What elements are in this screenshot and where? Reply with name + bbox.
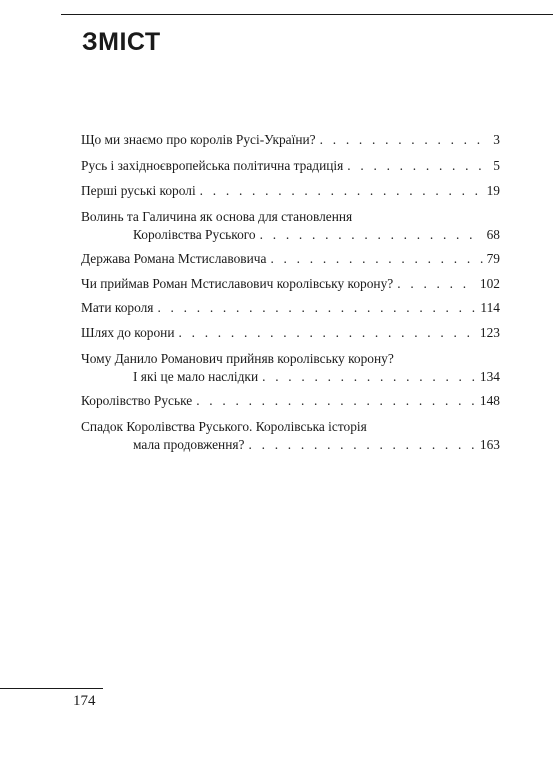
toc-entry[interactable] [81,250,500,268]
toc-entry-page: 102 [479,276,500,291]
leader-dots [200,182,483,200]
toc-entry-page: 134 [479,369,500,384]
leader-dots [320,131,490,149]
leader-dots [179,324,476,342]
leader-dots [157,299,476,317]
toc-entry-title: Мати короля [81,300,154,315]
toc-entry-title: Русь і західноєвропейська політична традиція [81,158,344,173]
toc-entry[interactable] [133,368,500,386]
toc-entry[interactable] [81,324,500,342]
footer-rule [0,688,103,689]
toc-entry[interactable] [81,299,500,317]
page-title: ЗМІСТ [82,28,161,56]
toc-entry-title-continued: мала продовження? [133,437,245,452]
top-rule [61,14,553,15]
toc-entry-title[interactable]: Волинь та Галичина як основа для становлення [81,209,353,224]
toc-entry[interactable] [81,182,500,200]
page-number: 174 [73,693,96,709]
toc-entry-title: Чи приймав Роман Мстиславович королівську корону? [81,276,394,291]
toc-entry-page: 19 [486,183,500,198]
toc-entry-page: 123 [479,325,500,340]
leader-dots [270,250,482,268]
leader-dots [347,157,489,175]
toc-entry-page: 5 [493,158,500,173]
toc-entry-page: 68 [486,227,500,242]
toc-entry[interactable] [81,157,500,175]
toc-entry-page: 114 [480,300,500,315]
toc-entry[interactable] [133,436,500,454]
toc-entry-page: 79 [486,251,500,266]
leader-dots [249,436,476,454]
leader-dots [196,392,476,410]
toc-entry-title: Королівство Руське [81,393,193,408]
toc-entry-title-continued: І які це мало наслідки [133,369,259,384]
toc-entry-title[interactable]: Спадок Королівства Руського. Королівська історія [81,419,367,434]
toc-entry-page: 148 [479,393,500,408]
toc-entry-page: 163 [479,437,500,452]
toc-entry-title: Держава Романа Мстиславовича [81,251,267,266]
toc-entry[interactable] [81,275,500,293]
toc-entry-title: Шлях до корони [81,325,175,340]
leader-dots [397,275,476,293]
toc-entry[interactable] [81,131,500,149]
toc-entry-page: 3 [493,132,500,147]
toc-entry-title[interactable]: Чому Данило Романович прийняв королівську корону? [81,351,394,366]
leader-dots [262,368,476,386]
toc-entry-title: Що ми знаємо про королів Русі-України? [81,132,316,147]
toc-entry-title: Перші руські королі [81,183,196,198]
leader-dots [260,226,483,244]
toc-entry-title-continued: Королівства Руського [133,227,256,242]
toc-entry[interactable] [133,226,500,244]
toc-entry[interactable] [81,392,500,410]
